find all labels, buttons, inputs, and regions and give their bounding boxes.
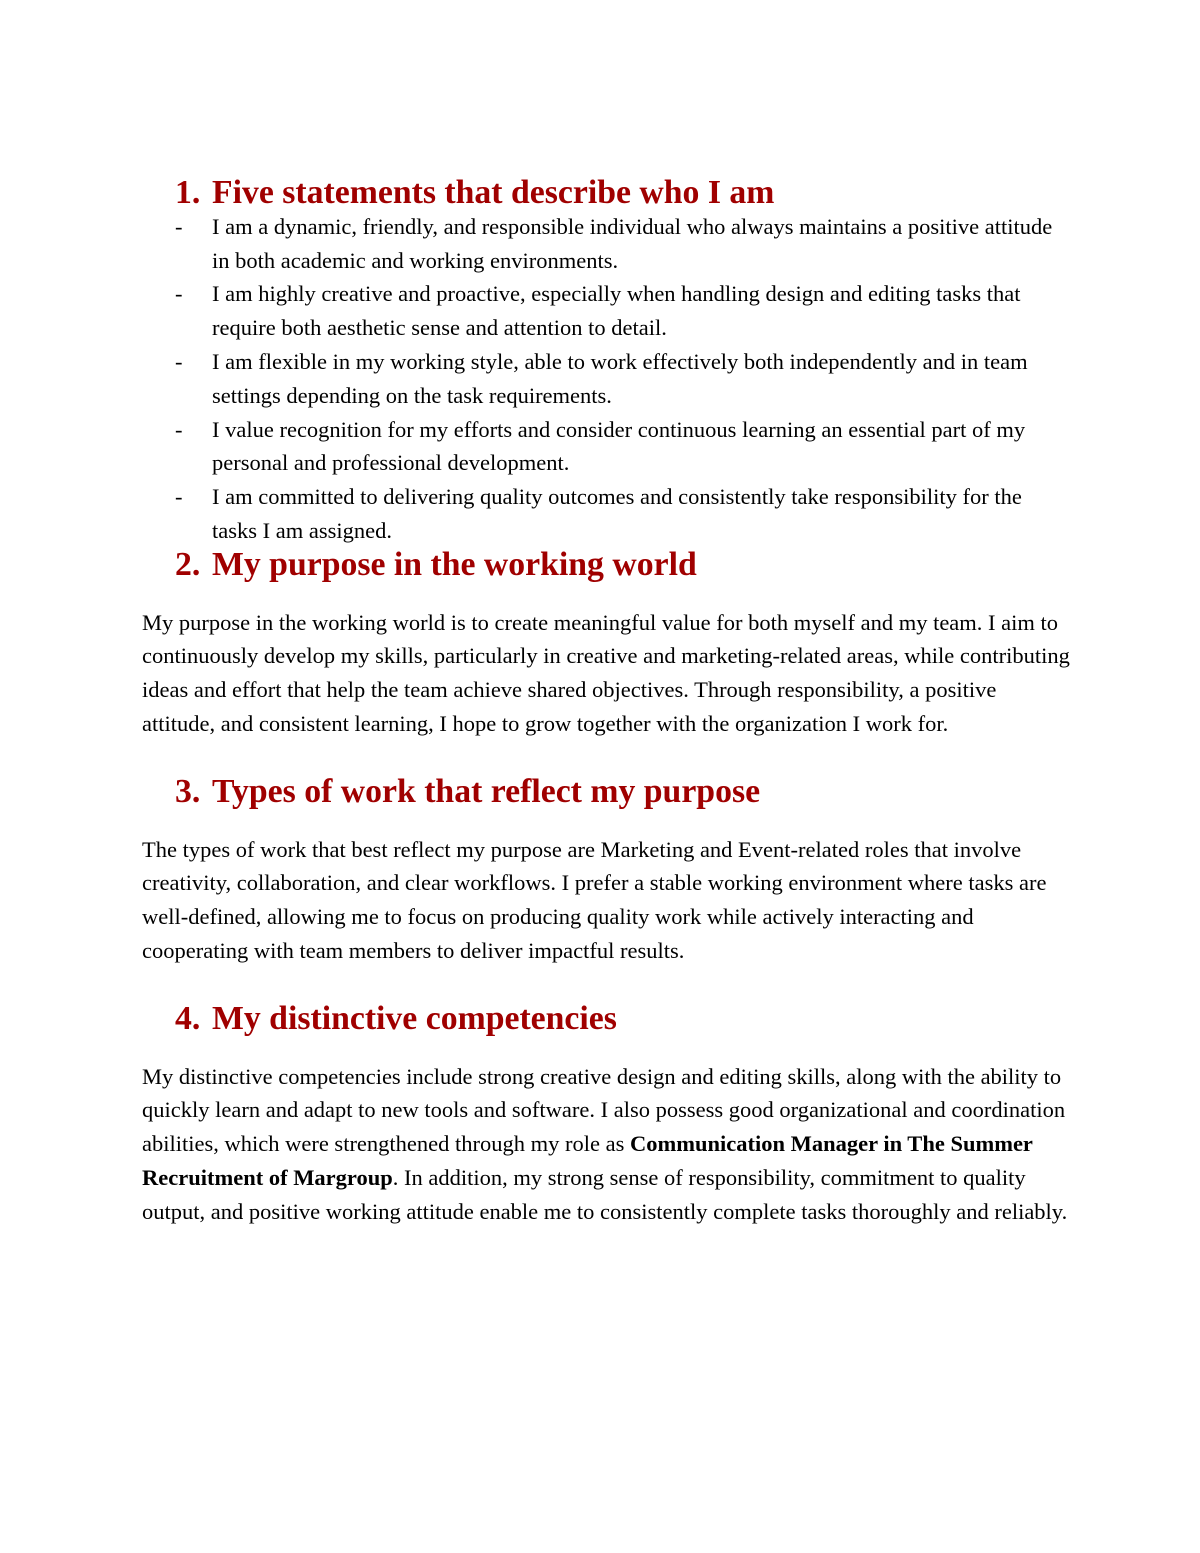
spacer — [142, 809, 1072, 833]
section-title: Five statements that describe who I am — [212, 174, 775, 211]
competencies-text-end: . In addition, my strong sense of responsibility, commitment to quality output, and positive working attitude enable me to consistently complete tasks thoroughly and reliably. — [142, 1164, 1068, 1224]
list-item — [142, 480, 1072, 548]
section-number: 1. — [175, 174, 201, 211]
list-item-text: I value recognition for my efforts and consider continuous learning an essential part of my personal and professional development. — [212, 416, 1026, 476]
spacer — [142, 582, 1072, 606]
list-item-text: I am flexible in my working style, able to work effectively both independently and in team settings depending on the task requirements. — [212, 348, 1028, 408]
bullet-marker: - — [175, 213, 183, 239]
purpose-paragraph: My purpose in the working world is to create meaningful value for both myself and my team. I aim to continuously develop my skills, particularly in creative and marketing-related areas, while contributing ideas and effort that help the team achieve shared objectives. Through responsibility, a positive attitude, and consistent learning, I hope to grow together with the organization I work for. — [142, 609, 1070, 736]
section-heading-purpose — [142, 545, 1072, 583]
bullet-marker: - — [175, 281, 183, 307]
section-number: 4. — [175, 999, 201, 1037]
list-item — [142, 413, 1072, 481]
bullet-marker: - — [175, 484, 183, 510]
spacer — [142, 1036, 1072, 1060]
section-number: 2. — [175, 545, 201, 583]
list-item — [142, 345, 1072, 413]
bullet-marker: - — [175, 348, 183, 374]
section-heading-types-of-work — [142, 772, 1072, 810]
list-item-text: I am committed to delivering quality outcomes and consistently take responsibility for the tasks I am assigned. — [212, 484, 1022, 543]
competencies-paragraph — [142, 1060, 1072, 1229]
spacer — [142, 968, 1072, 1002]
section-number: 3. — [175, 772, 201, 810]
list-item — [142, 277, 1072, 345]
section-title: My distinctive competencies — [212, 999, 617, 1037]
section-title: My purpose in the working world — [212, 545, 697, 583]
competencies-text-start: My distinctive competencies include strong creative design and editing skills, along with the ability to quickly learn and adapt to new tools and software. I also possess good organizational and coordination abilities, which were strengthened through my role as — [142, 1063, 1066, 1157]
list-item-text: I am highly creative and proactive, especially when handling design and editing tasks that require both aesthetic sense and attention to detail. — [212, 281, 1021, 341]
types-of-work-paragraph: The types of work that best reflect my purpose are Marketing and Event-related roles that involve creativity, collaboration, and clear workflows. I prefer a stable working environment where tasks are well-defined, allowing me to focus on producing quality work while actively interacting and cooperating with team members to deliver impactful results. — [142, 836, 1047, 963]
list-item-text: I am a dynamic, friendly, and responsible individual who always maintains a positive attitude in both academic and working environments. — [212, 213, 1053, 273]
section-heading-competencies — [142, 999, 1072, 1037]
list-item — [142, 210, 1072, 278]
section-title: Types of work that reflect my purpose — [212, 772, 761, 810]
document-body — [142, 176, 1072, 1229]
statements-list — [142, 210, 1072, 548]
bullet-marker: - — [175, 416, 183, 442]
spacer — [142, 741, 1072, 775]
section-heading-who-i-am — [142, 176, 1072, 210]
highlighted-role: Communication Manager in The Summer Recruitment of Margroup — [142, 1131, 1033, 1190]
